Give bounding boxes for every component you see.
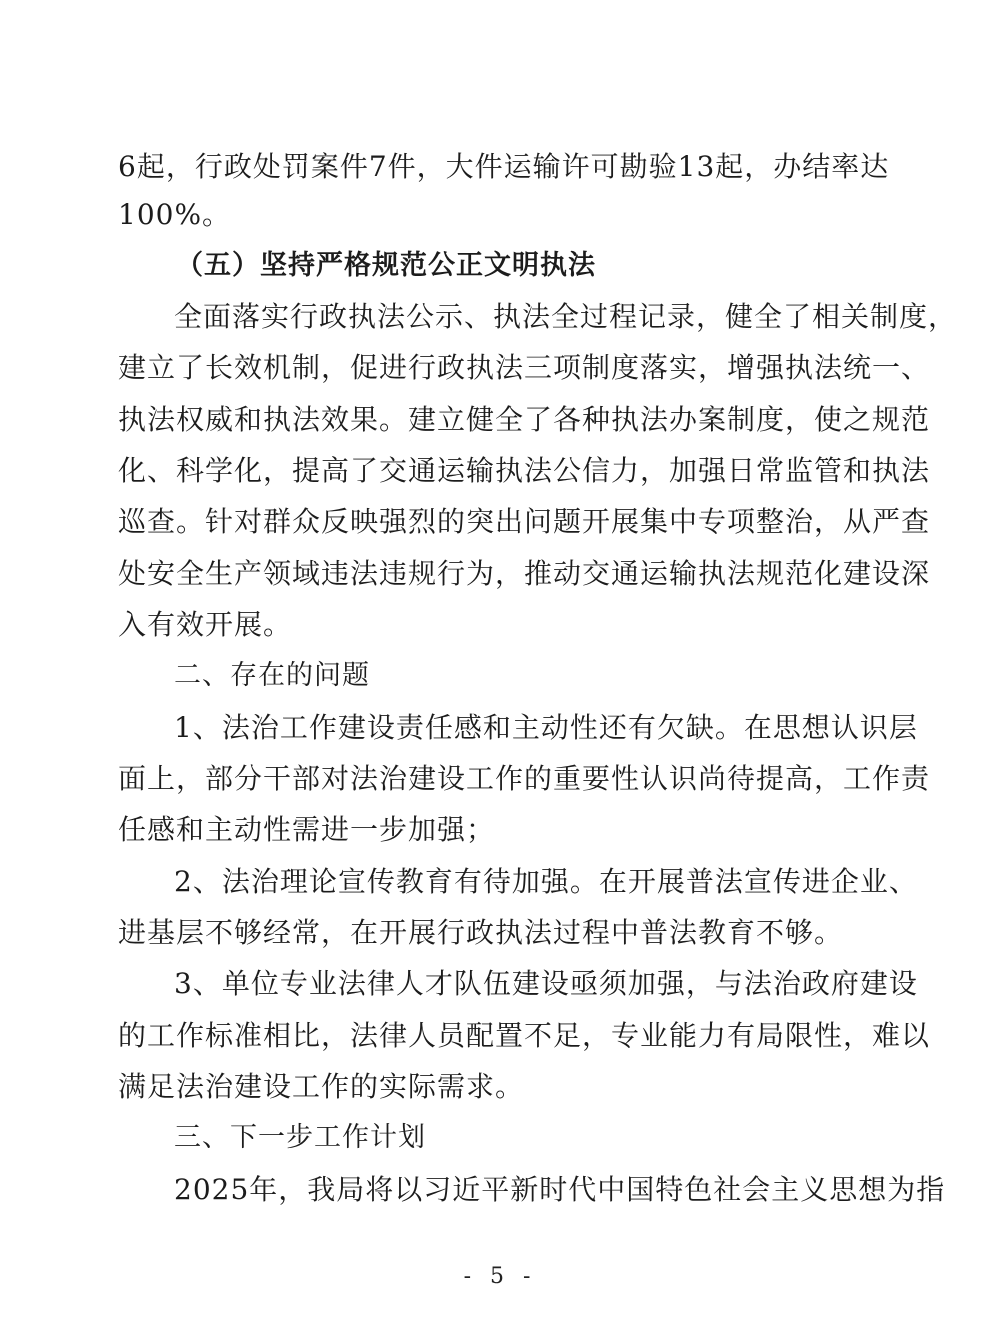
body-line: 满足法治建设工作的实际需求。 bbox=[118, 1070, 525, 1103]
body-line: 面上，部分干部对法治建设工作的重要性认识尚待提高，工作责 bbox=[118, 762, 931, 795]
section-heading-5: （五）坚持严格规范公正文明执法 bbox=[176, 250, 596, 281]
paragraph-first-line: 1、法治工作建设责任感和主动性还有欠缺。在思想认识层 bbox=[174, 711, 918, 744]
body-line: 处安全生产领域违法违规行为，推动交通运输执法规范化建设深 bbox=[118, 557, 931, 590]
body-line: 入有效开展。 bbox=[118, 608, 293, 641]
section-heading-3: 三、下一步工作计划 bbox=[174, 1122, 426, 1153]
paragraph-first-line: 3、单位专业法律人才队伍建设亟须加强，与法治政府建设 bbox=[174, 967, 918, 1000]
body-line: 巡查。针对群众反映强烈的突出问题开展集中专项整治，从严查 bbox=[118, 505, 931, 538]
body-line: 100%。 bbox=[118, 198, 232, 231]
page-number: - 5 - bbox=[463, 1264, 537, 1289]
body-line: 建立了长效机制，促进行政执法三项制度落实，增强执法统一、 bbox=[118, 351, 931, 384]
paragraph-first-line: 全面落实行政执法公示、执法全过程记录，健全了相关制度， bbox=[174, 300, 958, 333]
body-line: 进基层不够经常，在开展行政执法过程中普法教育不够。 bbox=[118, 916, 844, 949]
body-line: 任感和主动性需进一步加强； bbox=[118, 813, 496, 846]
paragraph-first-line: 2025年，我局将以习近平新时代中国特色社会主义思想为指 bbox=[174, 1173, 946, 1206]
paragraph-first-line: 2、法治理论宣传教育有待加强。在开展普法宣传进企业、 bbox=[174, 865, 918, 898]
section-heading-2: 二、存在的问题 bbox=[174, 660, 370, 691]
body-line: 执法权威和执法效果。建立健全了各种执法办案制度，使之规范 bbox=[118, 403, 931, 436]
body-line: 的工作标准相比，法律人员配置不足，专业能力有局限性，难以 bbox=[118, 1019, 931, 1052]
body-line: 6起，行政处罚案件7件，大件运输许可勘验13起，办结率达 bbox=[118, 150, 890, 183]
body-line: 化、科学化，提高了交通运输执法公信力，加强日常监管和执法 bbox=[118, 454, 931, 487]
